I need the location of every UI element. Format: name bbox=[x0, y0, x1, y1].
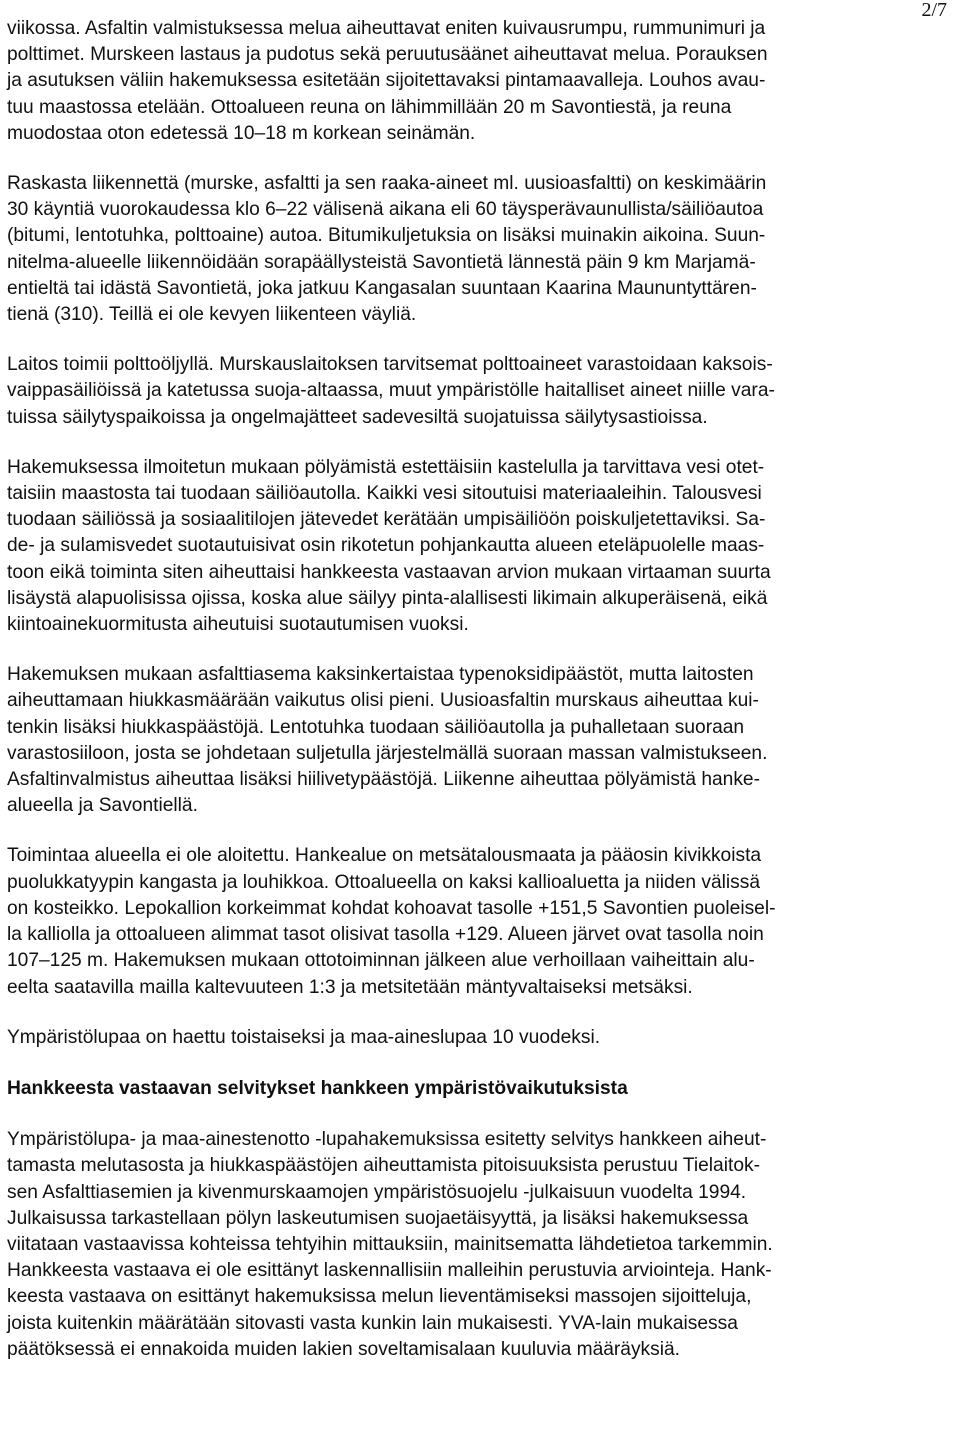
text-line: keesta vastaava on esittänyt hakemuksissa melun lieventämiseksi massojen sijoitteluja, bbox=[7, 1286, 752, 1308]
text-line: toon eikä toiminta siten aiheuttaisi hankkeesta vastaavan arvion mukaan virtaaman suurta bbox=[7, 561, 771, 583]
text-line: vaippasäiliöissä ja katetussa suoja-altaassa, muut ympäristölle haitalliset aineet niille vara- bbox=[7, 380, 775, 402]
text-line: viitataan vastaavissa kohteissa tehtyihin mittauksiin, mainitsematta lähdetietoa tarkemmin. bbox=[7, 1233, 773, 1255]
text-line: entieltä tai idästä Savontietä, joka jatkuu Kangasalan suuntaan Kaarina Maununtyttären- bbox=[7, 277, 757, 299]
paragraph bbox=[7, 455, 947, 638]
text-line: Ympäristölupaa on haettu toistaiseksi ja maa-aineslupaa 10 vuodeksi. bbox=[7, 1026, 601, 1048]
paragraph-gap bbox=[7, 328, 947, 352]
paragraph-gap bbox=[7, 147, 947, 171]
text-line: Hakemuksessa ilmoitetun mukaan pölyämistä estettäisiin kastelulla ja tarvittava vesi otet- bbox=[7, 456, 765, 478]
text-line: taisiin maastosta tai tuodaan säiliöautolla. Kaikki vesi sitoutuisi materiaaleihin. Talousvesi bbox=[7, 483, 762, 505]
text-line: la kalliolla ja ottoalueen alimmat tasot olisivat tasolla +129. Alueen järvet ovat tasolla noin bbox=[7, 924, 764, 946]
paragraph-gap bbox=[7, 819, 947, 843]
page-number: 2/7 bbox=[921, 0, 947, 21]
paragraph-gap bbox=[7, 1001, 947, 1025]
text-line: Asfaltinvalmistus aiheuttaa lisäksi hiilivetypäästöjä. Liikenne aiheuttaa pölyämistä hanke- bbox=[7, 769, 760, 791]
text-line: 107–125 m. Hakemuksen mukaan ottotoiminnan jälkeen alue verhoillaan vaiheittain alu- bbox=[7, 950, 755, 972]
text-line: alueella ja Savontiellä. bbox=[7, 795, 198, 817]
paragraph-gap bbox=[7, 1102, 947, 1127]
text-line: tienä (310). Teillä ei ole kevyen liikenteen väyliä. bbox=[7, 304, 417, 326]
text-line: Laitos toimii polttoöljyllä. Murskauslaitoksen tarvitsemat polttoaineet varastoidaan kaksois- bbox=[7, 354, 773, 376]
text-line: joista kuitenkin määrätään sitovasti vasta kunkin lain mukaisesti. YVA-lain mukaisessa bbox=[7, 1312, 738, 1334]
paragraph bbox=[7, 843, 947, 1000]
text-line: tuodaan säiliössä ja sosiaalitilojen jätevedet kerätään umpisäiliöön poiskuljetettaviksi. Sa- bbox=[7, 509, 766, 531]
paragraph-gap bbox=[7, 431, 947, 455]
text-line: tuissa säilytyspaikoissa ja ongelmajätteet sadevesiltä suojatuissa säilytysastioissa. bbox=[7, 406, 708, 428]
text-line: varastosiiloon, josta se johdetaan suljetulla järjestelmällä suoraan massan valmistukseen. bbox=[7, 742, 768, 764]
document-body bbox=[7, 16, 947, 1363]
text-line: Toimintaa alueella ei ole aloitettu. Hankealue on metsätalousmaata ja pääosin kivikkoista bbox=[7, 845, 762, 867]
text-line: tuu maastossa etelään. Ottoalueen reuna on lähimmillään 20 m Savontiestä, ja reuna bbox=[7, 96, 732, 118]
section-heading: Hankkeesta vastaavan selvitykset hankkeen ympäristövaikutuksista bbox=[7, 1077, 628, 1099]
text-line: muodostaa oton edetessä 10–18 m korkean seinämän. bbox=[7, 122, 476, 144]
text-line: polttimet. Murskeen lastaus ja pudotus sekä peruutusäänet aiheuttavat melua. Porauksen bbox=[7, 44, 768, 66]
text-line: Hakemuksen mukaan asfalttiasema kaksinkertaistaa typenoksidipäästöt, mutta laitosten bbox=[7, 664, 754, 686]
paragraph-gap bbox=[7, 1051, 947, 1076]
text-line: Julkaisussa tarkastellaan pölyn laskeutumisen suojaetäisyyttä, ja lisäksi hakemuksessa bbox=[7, 1207, 749, 1229]
paragraph bbox=[7, 1025, 947, 1051]
text-line: eelta saatavilla mailla kaltevuuteen 1:3 ja metsitetään mäntyvaltaiseksi metsäksi. bbox=[7, 976, 693, 998]
text-line: puolukkatyypin kangasta ja louhikkoa. Ottoalueella on kaksi kallioaluetta ja niiden välissä bbox=[7, 871, 761, 893]
text-line: on kosteikko. Lepokallion korkeimmat kohdat kohoavat tasolle +151,5 Savontien puoleisel- bbox=[7, 897, 776, 919]
text-line: aiheuttamaan hiukkasmäärään vaikutus olisi pieni. Uusioasfaltin murskaus aiheuttaa kui- bbox=[7, 690, 759, 712]
text-line: tenkin lisäksi hiukkaspäästöjä. Lentotuhka tuodaan säiliöautolla ja puhalletaan suoraan bbox=[7, 716, 745, 738]
text-line: kiintoainekuormitusta aiheutuisi suotautumisen vuoksi. bbox=[7, 614, 469, 636]
text-line: viikossa. Asfaltin valmistuksessa melua aiheuttavat eniten kuivausrumpu, rummunimuri ja bbox=[7, 18, 766, 39]
text-line: Raskasta liikennettä (murske, asfaltti ja sen raaka-aineet ml. uusioasfaltti) on keskimäärin bbox=[7, 173, 767, 195]
paragraph bbox=[7, 171, 947, 328]
text-line: nitelma-alueelle liikennöidään sorapäällysteistä Savontietä lännestä päin 9 km Marjamä- bbox=[7, 251, 756, 273]
text-line: lisäystä alapuolisissa ojissa, koska alue säilyy pinta-alallisesti likimain alkuperäisenä, eikä bbox=[7, 587, 768, 609]
text-line: Ympäristölupa- ja maa-ainestenotto -lupahakemuksissa esitetty selvitys hankkeen aiheut- bbox=[7, 1129, 767, 1151]
text-line: päätöksessä ei ennakoida muiden lakien soveltamisalaan kuuluvia määräyksiä. bbox=[7, 1338, 681, 1360]
paragraph bbox=[7, 662, 947, 819]
paragraph bbox=[7, 352, 947, 431]
text-line: tamasta melutasosta ja hiukkaspäästöjen aiheuttamista pitoisuuksista perustuu Tielaitok- bbox=[7, 1155, 760, 1177]
paragraph-gap bbox=[7, 638, 947, 662]
text-line: (bitumi, lentotuhka, polttoaine) autoa. Bitumikuljetuksia on lisäksi muinakin aikoina. Suun- bbox=[7, 225, 766, 247]
text-line: sen Asfalttiasemien ja kivenmurskaamojen ympäristösuojelu -julkaisuun vuodelta 1994. bbox=[7, 1181, 747, 1203]
paragraph bbox=[7, 1127, 947, 1363]
paragraph bbox=[7, 16, 947, 147]
text-line: 30 käyntiä vuorokaudessa klo 6–22 välisenä aikana eli 60 täysperävaunullista/säiliöautoa bbox=[7, 199, 764, 221]
text-line: de- ja sulamisvedet suotautuisivat osin rikotetun pohjankautta alueen eteläpuolelle maas- bbox=[7, 535, 765, 557]
text-line: Hankkeesta vastaava ei ole esittänyt laskennallisiin malleihin perustuvia arviointeja. Hank- bbox=[7, 1260, 772, 1282]
text-line: ja asutuksen väliin hakemuksessa esitetään sijoitettavaksi pintamaavalleja. Louhos avau- bbox=[7, 70, 766, 92]
